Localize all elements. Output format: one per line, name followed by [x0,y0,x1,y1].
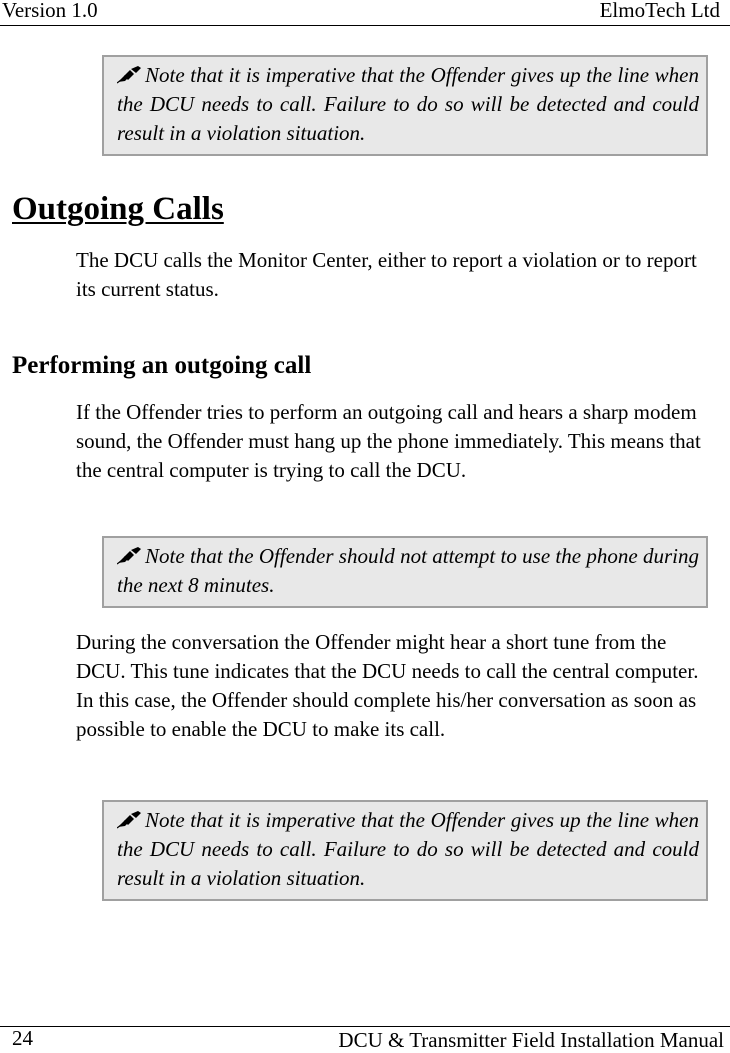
note-box [102,800,708,901]
page-footer [0,1026,730,1050]
note-text: Note that it is imperative that the Offender gives up the line when the DCU needs to call. Failure to do so will be detected and could result in a violation situation. [117,808,699,890]
paragraph: During the conversation the Offender might hear a short tune from the DCU. This tune indicates that the DCU needs to call the central computer. In this case, the Offender should complete his/her conversation as soon as possible to enable the DCU to make its call. [76,630,699,741]
pen-icon [117,66,143,84]
pen-icon [117,811,143,829]
section-intro: The DCU calls the Monitor Center, either to report a violation or to report its current status. [76,248,697,301]
document-version: Version 1.0 [2,0,98,22]
company-name: ElmoTech Ltd [599,0,720,22]
note-box [102,55,708,156]
section-heading: Outgoing Calls [12,191,224,227]
note-text: Note that it is imperative that the Offender gives up the line when the DCU needs to call. Failure to do so will be detected and could result in a violation situation. [117,63,699,145]
note-box [102,536,708,608]
paragraph: If the Offender tries to perform an outgoing call and hears a sharp modem sound, the Offender must hang up the phone immediately. This means that the central computer is trying to call the DCU. [76,400,701,482]
subsection-heading: Performing an outgoing call [12,352,312,379]
page-number: 24 [12,1026,33,1050]
note-text: Note that the Offender should not attempt to use the phone during the next 8 minutes. [117,544,699,597]
pen-icon [117,547,143,565]
page-header [0,0,730,26]
manual-title: DCU & Transmitter Field Installation Manual [338,1028,724,1052]
